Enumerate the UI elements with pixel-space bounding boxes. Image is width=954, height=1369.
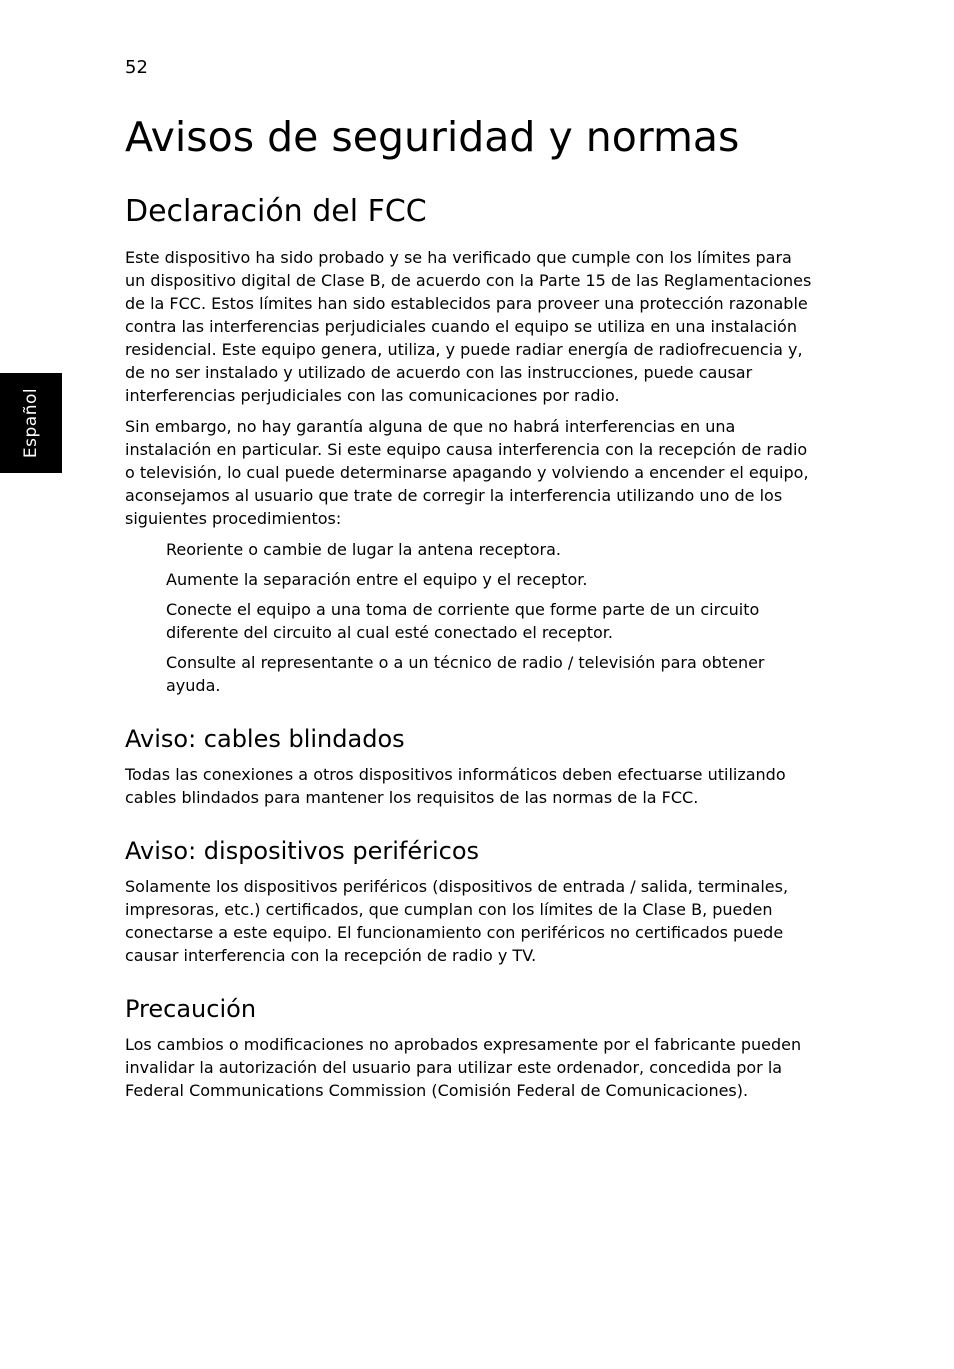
cables-section	[125, 723, 815, 809]
fcc-section	[125, 192, 815, 697]
caution-paragraph: Los cambios o modificaciones no aprobados expresamente por el fabricante pueden invalidar la autorización del usuario para utilizar este ordenador, concedida por la Federal Communications Commission (Comisión Federal de Comunicaciones).	[125, 1035, 802, 1100]
peripherals-section	[125, 835, 815, 967]
language-side-tab	[0, 373, 62, 473]
page-content	[125, 110, 815, 1110]
side-tab-label: Español	[21, 387, 41, 459]
list-item: Aumente la separación entre el equipo y el receptor.	[166, 570, 588, 589]
fcc-heading: Declaración del FCC	[125, 194, 427, 229]
list-item: Conecte el equipo a una toma de corriente que forme parte de un circuito diferente del circuito al cual esté conectado el receptor.	[166, 600, 760, 642]
peripherals-heading: Aviso: dispositivos periféricos	[125, 837, 480, 865]
peripherals-paragraph: Solamente los dispositivos periféricos (dispositivos de entrada / salida, terminales, impresoras, etc.) certificados, que cumplan con los límites de la Clase B, pueden conectarse a este equipo. El funcionamiento con periféricos no certificados puede causar interferencia con la recepción de radio y TV.	[125, 877, 789, 965]
fcc-procedure-list	[125, 538, 815, 697]
cables-heading: Aviso: cables blindados	[125, 725, 405, 753]
fcc-paragraph-1: Este dispositivo ha sido probado y se ha verificado que cumple con los límites para un dispositivo digital de Clase B, de acuerdo con la Parte 15 de las Reglamentaciones de la FCC. Estos límites han sido establecidos para proveer una protección razonable contra las interferencias perjudiciales cuando el equipo se utiliza en una instalación residencial. Este equipo genera, utiliza, y puede radiar energía de radiofrecuencia y, de no ser instalado y utilizado de acuerdo con las instrucciones, puede causar interferencias perjudiciales con las comunicaciones por radio.	[125, 248, 812, 405]
fcc-paragraph-2: Sin embargo, no hay garantía alguna de que no habrá interferencias en una instalación en particular. Si este equipo causa interferencia con la recepción de radio o televisión, lo cual puede determinarse apagando y volviendo a encender el equipo, aconsejamos al usuario que trate de corregir la interferencia utilizando uno de los siguientes procedimientos:	[125, 417, 809, 528]
page-number: 52	[125, 57, 148, 78]
caution-section	[125, 993, 815, 1102]
cables-paragraph: Todas las conexiones a otros dispositivos informáticos deben efectuarse utilizando cables blindados para mantener los requisitos de las normas de la FCC.	[125, 765, 786, 807]
list-item: Reoriente o cambie de lugar la antena receptora.	[166, 540, 561, 559]
page-title: Avisos de seguridad y normas	[125, 113, 740, 161]
list-item: Consulte al representante o a un técnico de radio / televisión para obtener ayuda.	[166, 653, 765, 695]
caution-heading: Precaución	[125, 995, 257, 1023]
